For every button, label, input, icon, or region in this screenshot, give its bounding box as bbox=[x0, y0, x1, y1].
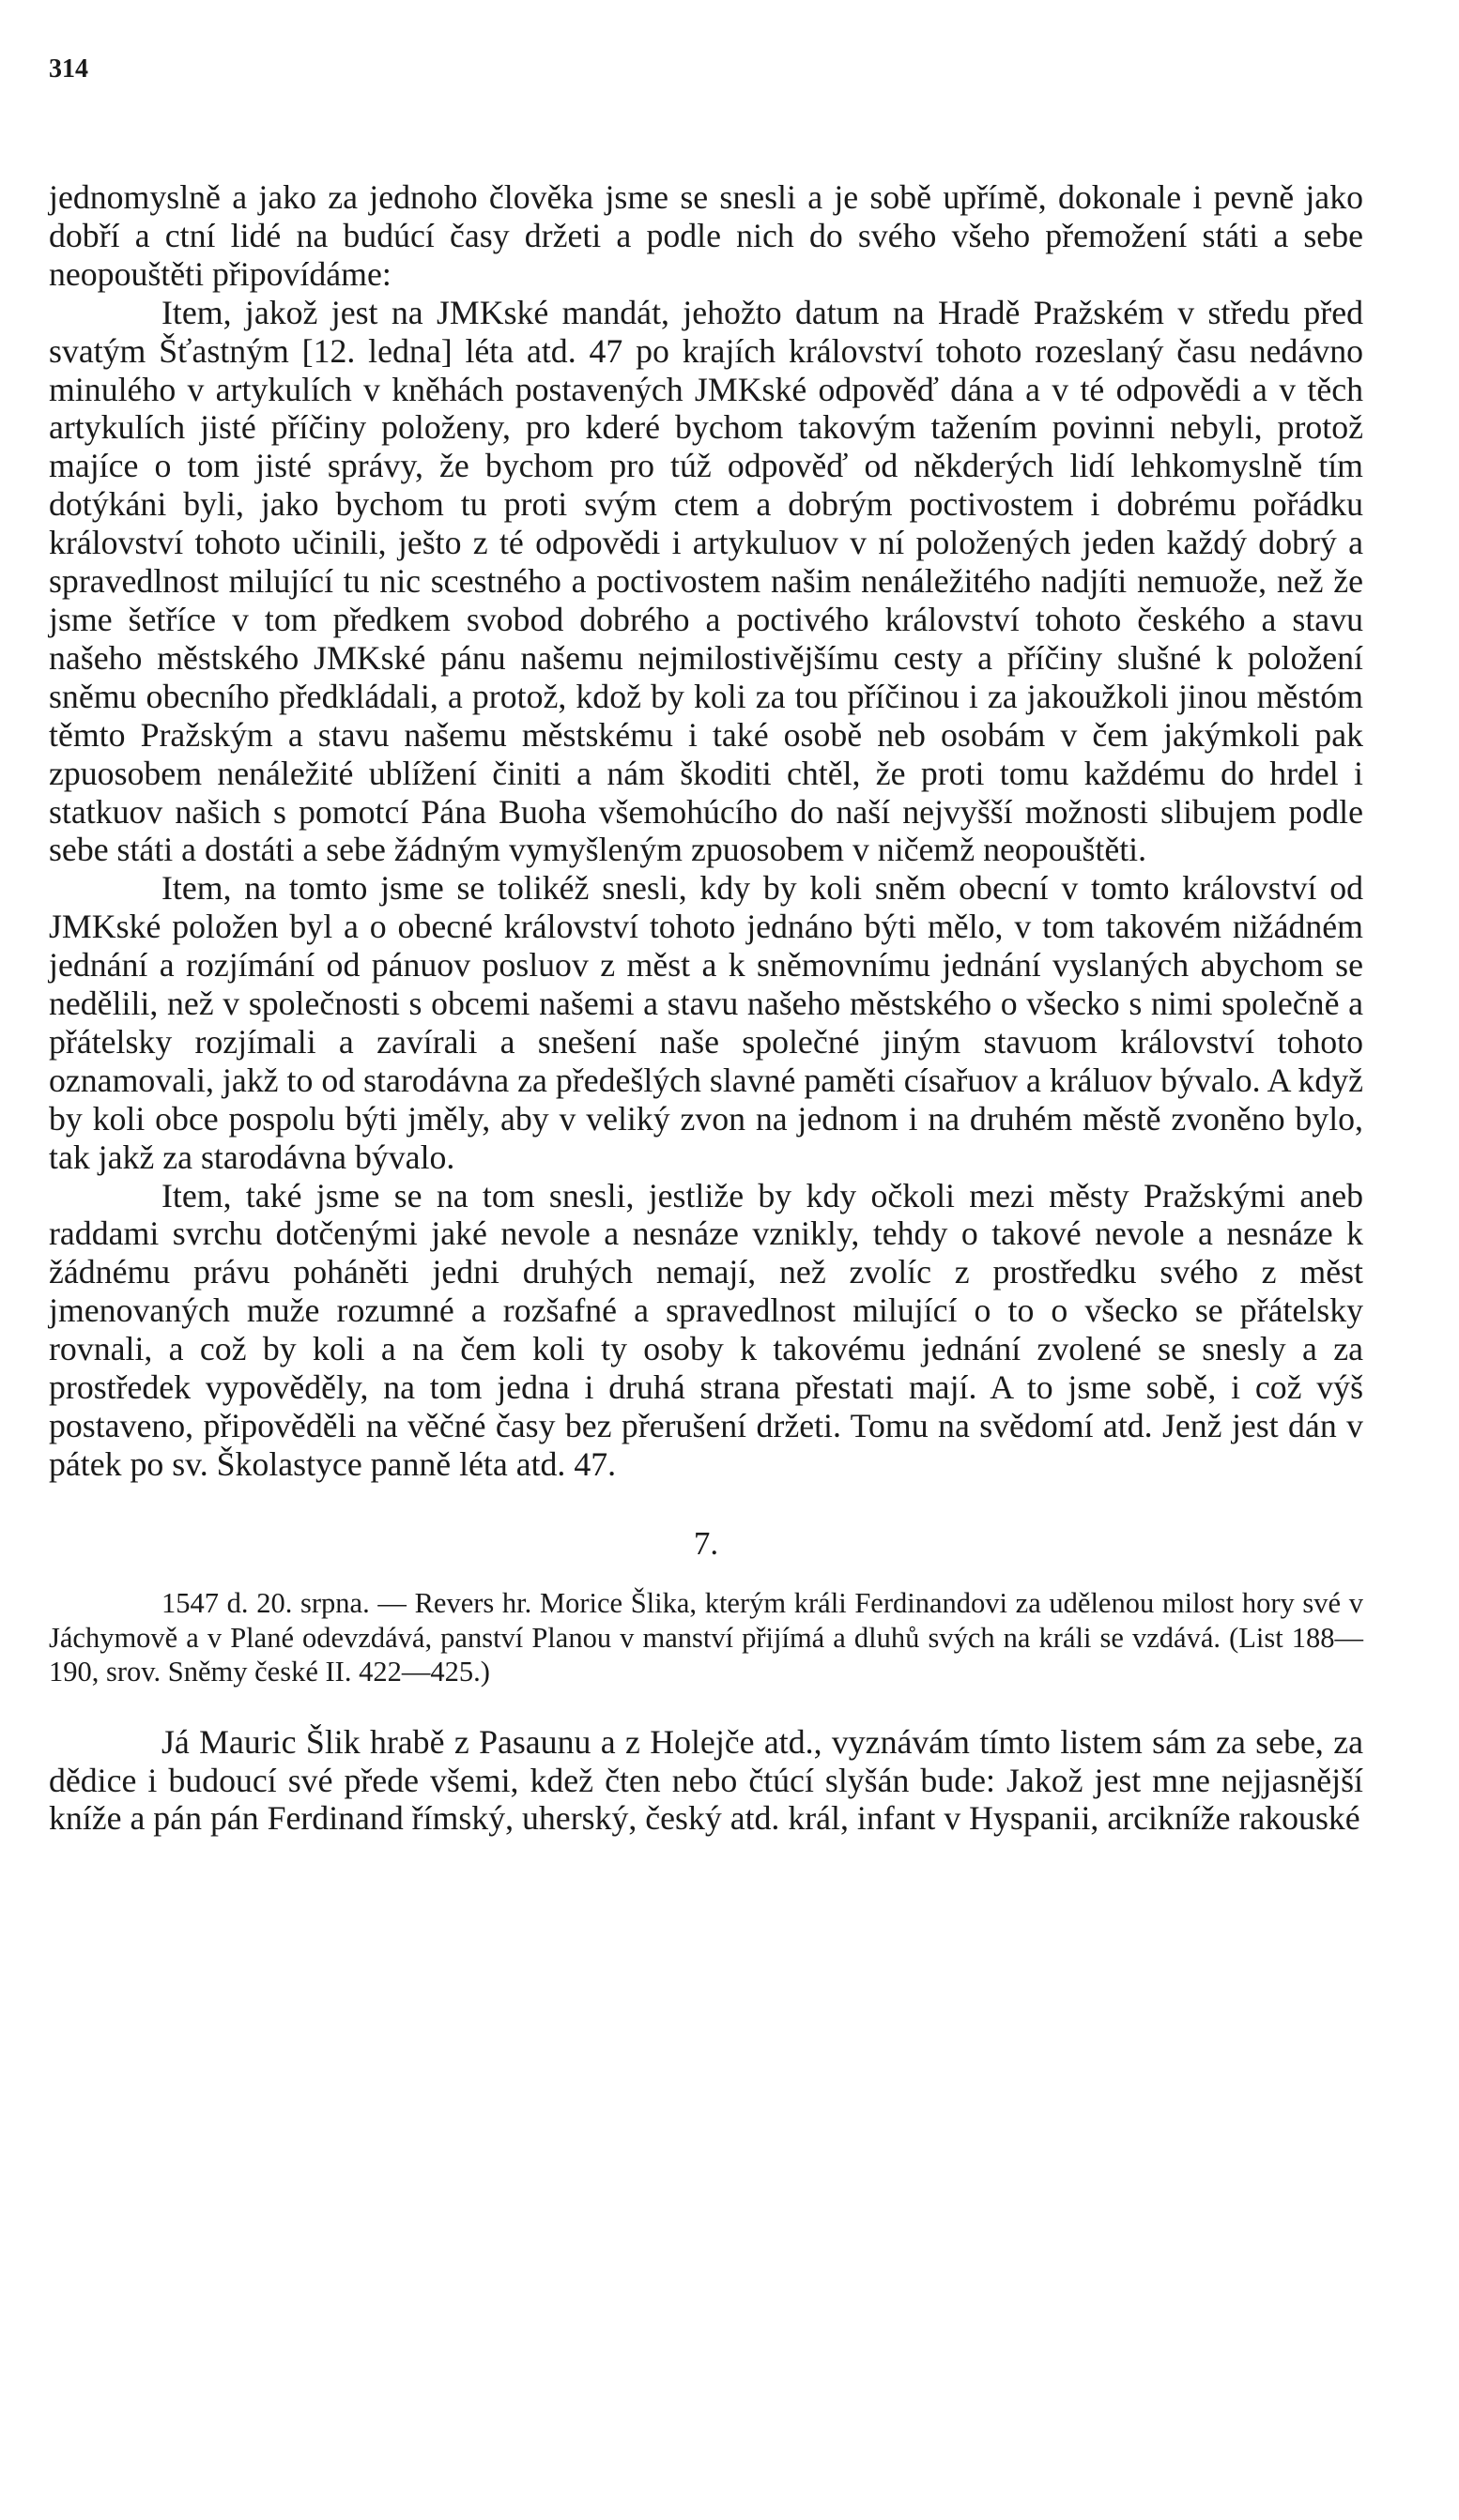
document-page bbox=[49, 56, 1363, 1838]
paragraph-item-mandate: Item, jakož jest na JMKské mandát, jehožto datum na Hradě Pražském v středu před svatým Šťastným [12. ledna] léta atd. 47 po krajích království tohoto rozeslaný času nedávno minulého v artykulích v kněhách postavených JMKské odpověď dána a v té odpovědi a v těch artykulích jisté příčiny položeny, pro kderé bychom takovým tažením povinni nebyli, protož majíce o tom jisté správy, že bychom pro túž odpověď od někderých lidí lehkomyslně tím dotýkáni byli, jako bychom tu proti svým ctem a dobrým poctivostem i dobrému pořádku království tohoto učinili, ješto z té odpovědi i artykuluov v ní položených jeden každý dobrý a spravedlnost milující tu nic scestného a poctivostem našim nenáležitého nadjíti nemuože, než že jsme šetříce v tom předkem svobod dobrého a poctivého království tohoto českého a stavu našeho městského JMKské pánu našemu nejmilostivějšímu cesty a příčiny slušné k položení sněmu obecního předkládali, a protož, kdož by koli za tou příčinou i za jakoužkoli jinou městóm těmto Pražským a stavu našemu městskému i také osobě neb osobám v čem jakýmkoli pak zpuosobem nenáležité ublížení činiti a nám škoditi chtěl, že proti tomu každému do hrdel i statkuov našich s pomotcí Pána Buoha všemohúcího do naší nejvyšší možnosti slibujem podle sebe státi a dostáti a sebe žádným vymyšleným zpuosobem v ničemž neopouštěti. bbox=[49, 293, 1363, 869]
paragraph-item-diet: Item, na tomto jsme se tolikéž snesli, kdy by koli sněm obecní v tomto království od JMKské položen byl a o obecné království tohoto jednáno býti mělo, v tom takovém nižádném jednání a rozjímání od pánuov posluov z měst a k sněmovnímu jednání vyslaných abychom se nedělili, než v společnosti s obcemi našemi a stavu našeho městského o všecko s nimi společně a přátelsky rozjímali a zavírali a snešení naše společné jiným stavuom království tohoto oznamovali, jakž to od starodávna za předešlých slavné paměti císařuov a králuov bývalo. A když by koli obce pospolu býti jměly, aby v veliký zvon na jednom i na druhém městě zvoněno bylo, tak jakž za starodávna bývalo. bbox=[49, 869, 1363, 1176]
section-number: 7. bbox=[693, 1524, 719, 1562]
regest-summary: 1547 d. 20. srpna. — Revers hr. Morice Šlika, kterým králi Ferdinandovi za udělenou milost hory své v Jáchymově a v Plané odevzdává, panství Planou v manství přijímá a dluhů svých na králi se vzdává. (List 188—190, srov. Sněmy české II. 422—425.) bbox=[49, 1586, 1363, 1688]
page-number: 314 bbox=[49, 54, 88, 84]
paragraph-item-disputes: Item, také jsme se na tom snesli, jestliže by kdy očkoli mezi městy Pražskými aneb raddami svrchu dotčenými jaké nevole a nesnáze vznikly, tehdy o takové nevole a nesnáze k žádnému právu poháněti jedni druhých nemají, než zvolíc z prostředku svého z měst jmenovaných muže rozumné a rozšafné a spravedlnost milující o to o všecko se přátelsky rovnali, a což by koli a na čem koli ty osoby k takovému jednání zvolené se snesly a za prostředek vypověděly, na tom jedna i druhá strana přestati mají. A to jsme sobě, i což výš postaveno, připověděli na věčné časy bez přerušení držeti. Tomu na svědomí atd. Jenž jest dán v pátek po sv. Školastyce panně léta atd. 47. bbox=[49, 1176, 1363, 1483]
paragraph-continuation: jednomyslně a jako za jednoho člověka jsme se snesli a je sobě upřímě, dokonale i pevně jako dobří a ctní lidé na budúcí časy držeti a podle nich do svého všeho přemožení státi a sebe neopouštěti připovídáme: bbox=[49, 178, 1363, 293]
document-body-start: Já Mauric Šlik hrabě z Pasaunu a z Holejče atd., vyznávám tímto listem sám za sebe, za dědice i budoucí své přede všemi, kdež čten nebo čtúcí slyšán bude: Jakož jest mne nejjasnější kníže a pán pán Ferdinand římský, uherský, český atd. král, infant v Hyspanii, arcikníže rakouské bbox=[49, 1723, 1363, 1838]
